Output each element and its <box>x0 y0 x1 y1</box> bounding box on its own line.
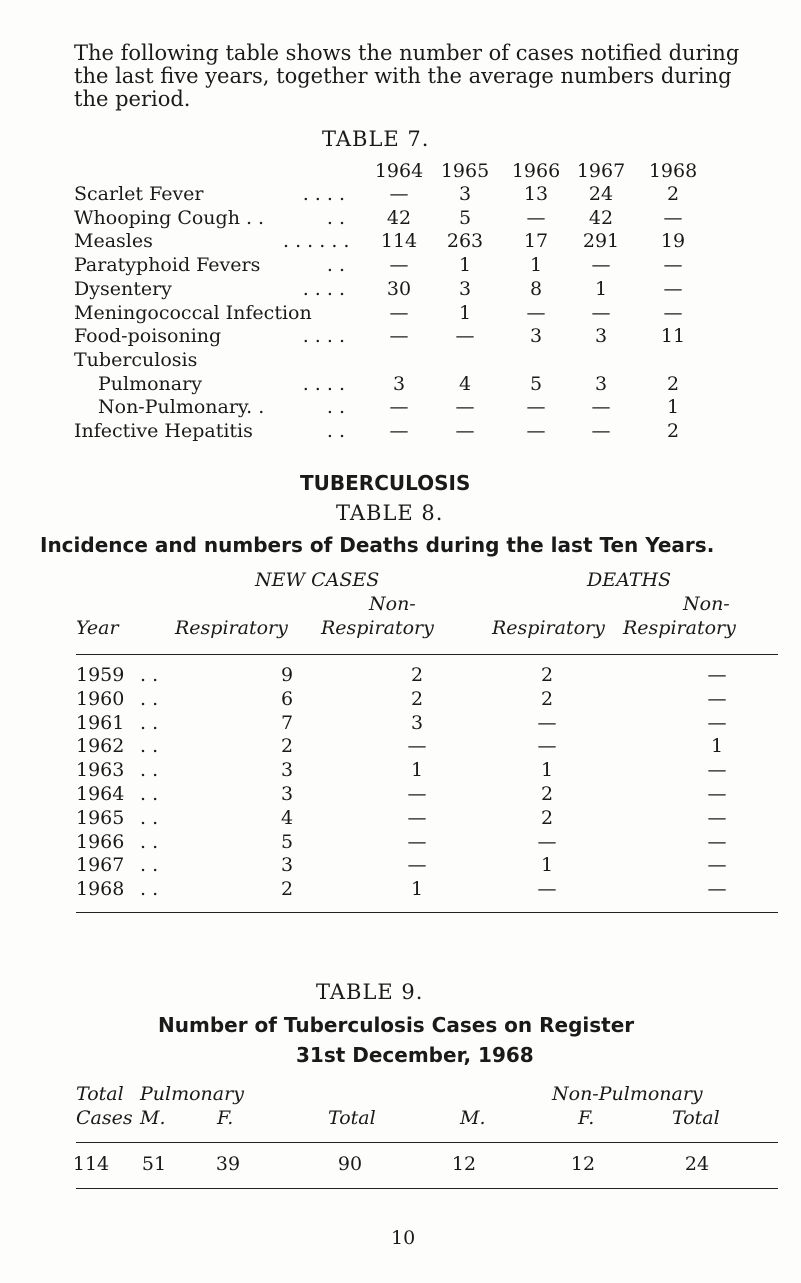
table7-row-label: Food-poisoning <box>74 325 222 348</box>
table9-h-pulmonary: Pulmonary <box>140 1083 244 1105</box>
table7-cell: 3 <box>458 183 472 205</box>
table7-cell: — <box>591 301 611 324</box>
table8-cell: 2 <box>280 735 294 758</box>
table8-col-deaths-non-respiratory: Respiratory <box>623 617 736 639</box>
table7-row-leader: . . <box>326 396 345 419</box>
table7-row-label: Non-Pulmonary. . <box>98 396 265 419</box>
table7-row-leader: . . . . <box>302 183 345 205</box>
table7-cell: 1 <box>529 254 543 277</box>
table7-row-leader: . . . . . . <box>283 230 350 253</box>
table8-year: 1968 <box>76 878 125 901</box>
table9-h-non-m: M. <box>460 1107 486 1129</box>
table8-top-rule <box>76 654 778 655</box>
table8-cell: — <box>707 783 727 805</box>
table8-row-leader: . . <box>140 806 159 829</box>
table9-cell: 39 <box>215 1153 241 1175</box>
table7-cell: 2 <box>666 420 680 442</box>
table8-cell: — <box>407 830 427 853</box>
table7-cell: — <box>663 206 683 229</box>
table8-cell: 3 <box>410 711 424 734</box>
table8-cell: — <box>537 878 557 901</box>
table8-cell: — <box>707 854 727 877</box>
table8-year: 1962 <box>76 735 125 758</box>
table7-cell: — <box>526 206 546 229</box>
table9-subtitle: Number of Tuberculosis Cases on Register <box>158 1013 635 1037</box>
table7-row-leader: . . <box>326 420 345 442</box>
table7-row-label: Paratyphoid Fevers <box>74 254 261 277</box>
table7-cell: 263 <box>446 230 484 253</box>
table7-year-1965: 1965 <box>440 160 490 182</box>
table8-cell: 2 <box>410 664 424 686</box>
table8-cell: 3 <box>280 783 294 805</box>
table8-cell: — <box>707 687 727 710</box>
table7-cell: — <box>526 301 546 324</box>
table8-row-leader: . . <box>140 830 159 853</box>
table7-cell: 11 <box>660 325 686 348</box>
table7-cell: 5 <box>458 206 472 229</box>
table8-cell: 2 <box>280 878 294 901</box>
table7-row-label: Dysentery <box>74 277 172 300</box>
table9-h-non-pulmonary: Non-Pulmonary <box>552 1083 703 1105</box>
table7-year-1968: 1968 <box>648 160 698 182</box>
table7-cell: 5 <box>529 372 543 395</box>
table9-title: TABLE 9. <box>316 980 424 1004</box>
table9-h-total-2: Cases <box>76 1107 133 1129</box>
table7-cell: 8 <box>529 277 543 300</box>
table8-cell: — <box>707 664 727 686</box>
table8-cell: — <box>407 783 427 805</box>
table8-cell: — <box>707 830 727 853</box>
table7-row-label: Scarlet Fever <box>74 183 204 205</box>
table8-cell: 1 <box>540 759 554 782</box>
table7-cell: 114 <box>380 230 418 253</box>
table7-cell: 42 <box>386 206 412 229</box>
table9-bottom-rule <box>76 1188 778 1189</box>
table7-year-1966: 1966 <box>511 160 561 182</box>
table8-col-new-respiratory: Respiratory <box>175 617 288 639</box>
table7-row-leader: . . . . <box>302 372 345 395</box>
table8-cell: 1 <box>710 735 724 758</box>
table7-cell: 13 <box>523 183 549 205</box>
table8-cell: — <box>407 806 427 829</box>
table9-cell: 12 <box>570 1153 596 1175</box>
table8-cell: — <box>407 854 427 877</box>
table8-year: 1966 <box>76 830 125 853</box>
table7-cell: — <box>389 183 409 205</box>
table7-row-label: Pulmonary <box>98 372 202 395</box>
table7-row-label: Infective Hepatitis <box>74 420 253 442</box>
table7-cell: — <box>389 254 409 277</box>
table7-cell: — <box>663 277 683 300</box>
table7-cell: — <box>526 420 546 442</box>
table7-cell: — <box>591 420 611 442</box>
table8-col-year: Year <box>76 617 119 639</box>
table7-cell: 1 <box>666 396 680 419</box>
table7-cell: — <box>389 301 409 324</box>
table7-cell: — <box>389 325 409 348</box>
table8-year: 1963 <box>76 759 125 782</box>
table7-cell: — <box>455 396 475 419</box>
table7-cell: 3 <box>392 372 406 395</box>
table9-date: 31st December, 1968 <box>296 1043 534 1067</box>
table8-col-non2-a: Non- <box>683 593 730 615</box>
table8-cell: — <box>707 759 727 782</box>
table8-heading: TUBERCULOSIS <box>300 471 471 495</box>
table9-h-pulm-f: F. <box>217 1107 234 1129</box>
table8-cell: 1 <box>410 878 424 901</box>
table8-bottom-rule <box>76 912 778 913</box>
table8-cell: 2 <box>540 664 554 686</box>
table8-cell: — <box>537 711 557 734</box>
table8-title: TABLE 8. <box>336 501 444 525</box>
table7-year-1967: 1967 <box>576 160 626 182</box>
table7-cell: 30 <box>386 277 412 300</box>
table8-row-leader: . . <box>140 783 159 805</box>
table7-cell: — <box>591 254 611 277</box>
table8-cell: 5 <box>280 830 294 853</box>
table7-cell: 24 <box>588 183 614 205</box>
table7-cell: 2 <box>666 183 680 205</box>
table9-cell: 114 <box>72 1153 110 1175</box>
table8-cell: 2 <box>540 806 554 829</box>
table8-cell: — <box>407 735 427 758</box>
table7-row-leader: . . <box>326 254 345 277</box>
table8-cell: — <box>537 830 557 853</box>
page-number: 10 <box>391 1227 416 1249</box>
table7-cell: 4 <box>458 372 472 395</box>
table8-cell: — <box>707 806 727 829</box>
table7-row-label: Tuberculosis <box>74 348 198 371</box>
table8-row-leader: . . <box>140 687 159 710</box>
table8-row-leader: . . <box>140 664 159 686</box>
table8-year: 1964 <box>76 783 125 805</box>
table8-subtitle: Incidence and numbers of Deaths during the last Ten Years. <box>40 533 715 557</box>
table8-cell: 7 <box>280 711 294 734</box>
table8-row-leader: . . <box>140 878 159 901</box>
table7-cell: 1 <box>458 301 472 324</box>
table8-group-deaths: DEATHS <box>587 569 672 591</box>
table7-cell: — <box>663 301 683 324</box>
table8-cell: 9 <box>280 664 294 686</box>
table8-cell: 3 <box>280 759 294 782</box>
table8-col-non1-a: Non- <box>369 593 416 615</box>
table7-cell: 1 <box>594 277 608 300</box>
table9-h-non-total: Total <box>672 1107 720 1129</box>
table8-row-leader: . . <box>140 854 159 877</box>
table8-col-deaths-respiratory: Respiratory <box>492 617 605 639</box>
table8-cell: 6 <box>280 687 294 710</box>
table8-cell: 4 <box>280 806 294 829</box>
table8-col-new-non-respiratory: Respiratory <box>321 617 434 639</box>
table7-row-label: Measles <box>74 230 153 253</box>
table8-year: 1959 <box>76 664 125 686</box>
table9-h-total-1: Total <box>76 1083 124 1105</box>
table8-year: 1965 <box>76 806 125 829</box>
table7-cell: — <box>389 396 409 419</box>
table9-h-non-f: F. <box>578 1107 595 1129</box>
table7-cell: 42 <box>588 206 614 229</box>
table7-row-leader: . . . . <box>302 277 345 300</box>
table9-cell: 12 <box>451 1153 477 1175</box>
table7-cell: — <box>389 420 409 442</box>
table8-year: 1967 <box>76 854 125 877</box>
table8-cell: 2 <box>410 687 424 710</box>
table7-cell: 291 <box>582 230 620 253</box>
table8-group-new-cases: NEW CASES <box>255 569 380 591</box>
table8-year: 1961 <box>76 711 125 734</box>
table7-cell: 19 <box>660 230 686 253</box>
table8-cell: 3 <box>280 854 294 877</box>
table8-row-leader: . . <box>140 759 159 782</box>
table9-h-pulm-total: Total <box>328 1107 376 1129</box>
table9-cell: 24 <box>684 1153 710 1175</box>
table7-row-leader: . . . . <box>302 325 345 348</box>
table8-year: 1960 <box>76 687 125 710</box>
table7-cell: 17 <box>523 230 549 253</box>
table8-cell: 2 <box>540 687 554 710</box>
table7-cell: 1 <box>458 254 472 277</box>
table7-row-label: Meningococcal Infection <box>74 301 312 324</box>
table8-cell: — <box>707 711 727 734</box>
table7-year-1964: 1964 <box>374 160 424 182</box>
table7-cell: — <box>455 325 475 348</box>
table7-cell: — <box>591 396 611 419</box>
table8-cell: 1 <box>410 759 424 782</box>
table8-cell: 1 <box>540 854 554 877</box>
table7-cell: 3 <box>594 372 608 395</box>
table9-top-rule <box>76 1142 778 1143</box>
table7-cell: 3 <box>529 325 543 348</box>
table8-cell: — <box>537 735 557 758</box>
table8-cell: 2 <box>540 783 554 805</box>
table8-row-leader: . . <box>140 711 159 734</box>
table7-cell: 2 <box>666 372 680 395</box>
table9-h-pulm-m: M. <box>140 1107 166 1129</box>
table7-cell: — <box>526 396 546 419</box>
table7-cell: 3 <box>594 325 608 348</box>
table7-title: TABLE 7. <box>322 127 430 151</box>
table9-cell: 51 <box>141 1153 167 1175</box>
table7-cell: 3 <box>458 277 472 300</box>
table8-cell: — <box>707 878 727 901</box>
table7-row-leader: . . <box>326 206 345 229</box>
table7-cell: — <box>663 254 683 277</box>
table7-cell: — <box>455 420 475 442</box>
intro-paragraph: The following table shows the number of cases notified during the last five years, together with the average numbers during the period. <box>74 41 740 111</box>
table9-cell: 90 <box>337 1153 363 1175</box>
table8-row-leader: . . <box>140 735 159 758</box>
table7-row-label: Whooping Cough . . <box>74 206 265 229</box>
